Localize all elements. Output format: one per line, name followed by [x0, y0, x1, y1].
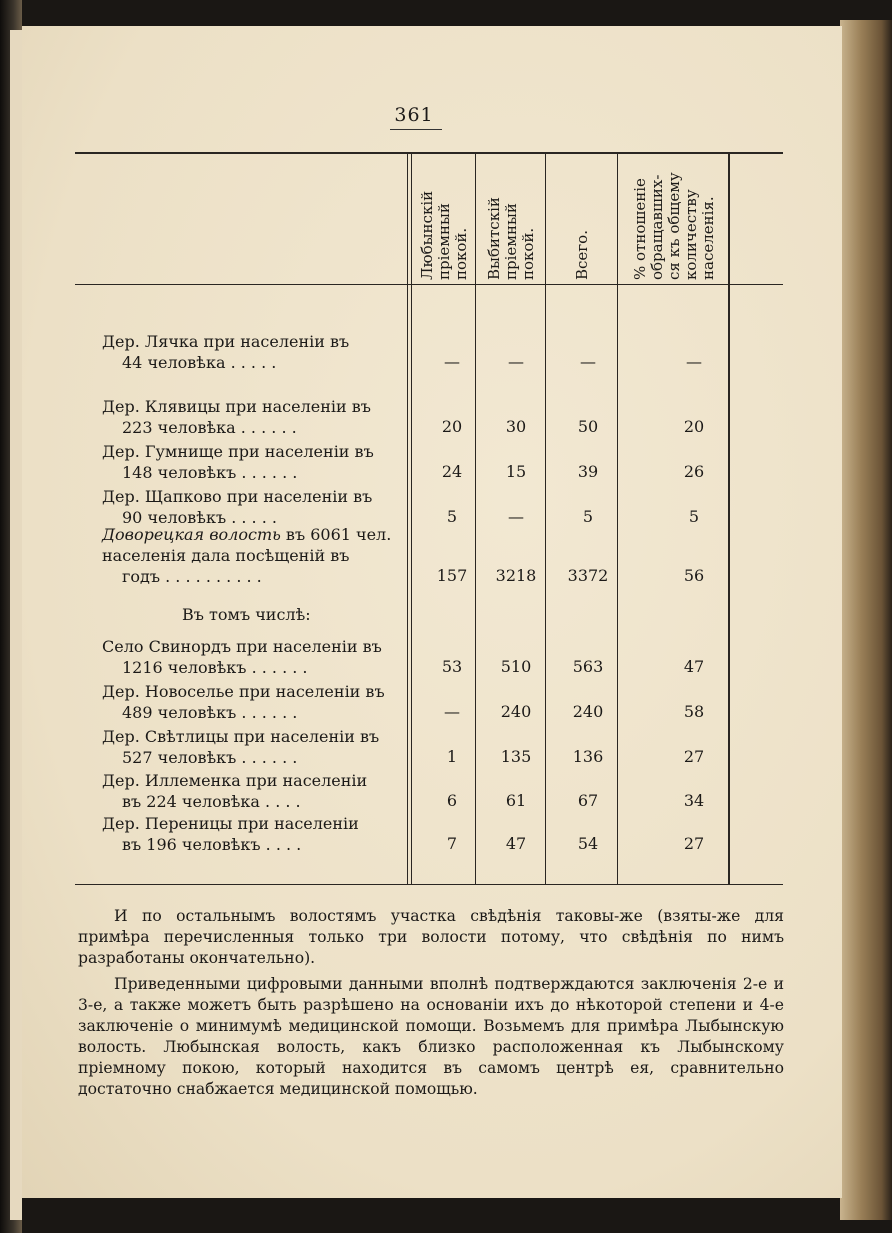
- page-number-underline: [390, 129, 442, 130]
- row-label-line: годъ . . . . . . . . . .: [122, 567, 262, 586]
- table-cell-value: 24: [441, 462, 463, 481]
- table-cell-value: 15: [505, 462, 527, 481]
- district-name: Доворецкая волость: [102, 525, 281, 544]
- table-column-rule: [407, 152, 408, 885]
- row-label-line: Дер. Свѣтлицы при населеніи въ: [102, 727, 380, 746]
- table-column-rule: [728, 152, 730, 885]
- table-cell-value: 20: [683, 417, 705, 436]
- row-label-line: 90 человѣкъ . . . . .: [122, 508, 277, 527]
- row-label-line: населенія дала посѣщеній въ: [102, 546, 350, 565]
- table-cell-value: 5: [446, 507, 458, 526]
- table-header-rule: [75, 284, 783, 285]
- row-label-line: 223 человѣка . . . . . .: [122, 418, 297, 437]
- row-label-line: Дер. Переницы при населеніи: [102, 814, 359, 833]
- body-text: [78, 906, 784, 1105]
- table-cell-value: 39: [577, 462, 599, 481]
- table-cell-value: 34: [683, 791, 705, 810]
- table-cell-value: 1: [446, 747, 458, 766]
- table-cell-value: 67: [577, 791, 599, 810]
- row-label-line: Дер. Гумнище при населеніи въ: [102, 442, 374, 461]
- row-label-line: Дер. Щапково при населеніи въ: [102, 487, 373, 506]
- table-cell-value: 53: [441, 657, 463, 676]
- table-cell-value: 27: [683, 747, 705, 766]
- table-cell-value: 5: [688, 507, 700, 526]
- table-cell-value: 5: [582, 507, 594, 526]
- column-header: % отношеніе обращавших- ся къ общему количеству населенія.: [630, 172, 717, 280]
- page-stack-edge: [840, 20, 892, 1220]
- table-cell-value: 26: [683, 462, 705, 481]
- table-cell-value: 47: [683, 657, 705, 676]
- table-cell-value: 58: [683, 702, 705, 721]
- table-cell-value: 50: [577, 417, 599, 436]
- district-population: въ 6061 чел.: [280, 525, 392, 544]
- paragraph: И по остальнымъ волостямъ участка свѣдѣнія таковы-же (взяты-же для примѣра перечисленныя только три волости потому, что свѣдѣнія по нимъ разработаны окончательно).: [78, 907, 784, 967]
- table-cell-value: 3218: [495, 566, 537, 585]
- page-number: 361: [394, 104, 434, 126]
- table-cell-value: —: [580, 352, 596, 371]
- row-label-line: въ 224 человѣка . . . .: [122, 792, 301, 811]
- row-label-line: Село Свинордъ при населеніи въ: [102, 637, 382, 656]
- column-header: Любынскій пріемный покой.: [417, 190, 470, 280]
- row-label-line: Дер. Лячка при населеніи въ: [102, 332, 350, 351]
- column-header: Выбитскій пріемный покой.: [484, 197, 537, 280]
- table-cell-value: 61: [505, 791, 527, 810]
- paragraph: Приведенными цифровыми данными вполнѣ подтверждаются заключенія 2-е и 3-е, а также можетъ быть разрѣшено на основаніи ихъ до нѣкоторой степени и 4-е заключеніе о минимумѣ медицинской помощи. Возьмемъ для примѣра Лыбынскую волость. Любынская волость, какъ близко расположенная къ Лыбынскому пріемному покою, который находится въ самомъ центрѣ ея, сравнительно достаточно снабжается медицинской помощью.: [78, 975, 784, 1098]
- table-cell-value: 510: [500, 657, 532, 676]
- table-cell-value: 6: [446, 791, 458, 810]
- table-cell-value: 240: [572, 702, 604, 721]
- table-cell-value: 56: [683, 566, 705, 585]
- table-cell-value: 563: [572, 657, 604, 676]
- row-label-line: 148 человѣкъ . . . . . .: [122, 463, 298, 482]
- table-cell-value: —: [686, 352, 702, 371]
- table-cell-value: —: [508, 352, 524, 371]
- row-label-line: Дер. Иллеменка при населеніи: [102, 771, 368, 790]
- row-label-line: 1216 человѣкъ . . . . . .: [122, 658, 308, 677]
- row-label-line: 489 человѣкъ . . . . . .: [122, 703, 298, 722]
- column-header: Всего.: [572, 230, 591, 280]
- row-label-line: Дер. Новоселье при населеніи въ: [102, 682, 385, 701]
- book-page: [22, 26, 842, 1198]
- table-cell-value: 157: [436, 566, 468, 585]
- row-label-line: [102, 524, 391, 545]
- row-label-line: 527 человѣкъ . . . . . .: [122, 748, 298, 767]
- table-cell-value: 240: [500, 702, 532, 721]
- table-cell-value: 30: [505, 417, 527, 436]
- table-top-rule: [75, 152, 783, 154]
- table-cell-value: 54: [577, 834, 599, 853]
- row-label-line: Дер. Клявицы при населеніи въ: [102, 397, 371, 416]
- table-cell-value: 27: [683, 834, 705, 853]
- row-label-line: въ 196 человѣкъ . . . .: [122, 835, 302, 854]
- table-cell-value: 20: [441, 417, 463, 436]
- table-cell-value: 47: [505, 834, 527, 853]
- table-bottom-rule: [75, 884, 783, 885]
- table-cell-value: 135: [500, 747, 532, 766]
- table-column-rule: [411, 152, 412, 885]
- row-label-line: 44 человѣка . . . . .: [122, 353, 277, 372]
- table-cell-value: —: [508, 507, 524, 526]
- table-cell-value: —: [444, 352, 460, 371]
- table-cell-value: 7: [446, 834, 458, 853]
- previous-page-edge: [10, 30, 22, 1220]
- table-subheader: Въ томъ числѣ:: [182, 605, 311, 624]
- table-cell-value: 136: [572, 747, 604, 766]
- table-cell-value: —: [444, 702, 460, 721]
- table-cell-value: 3372: [567, 566, 609, 585]
